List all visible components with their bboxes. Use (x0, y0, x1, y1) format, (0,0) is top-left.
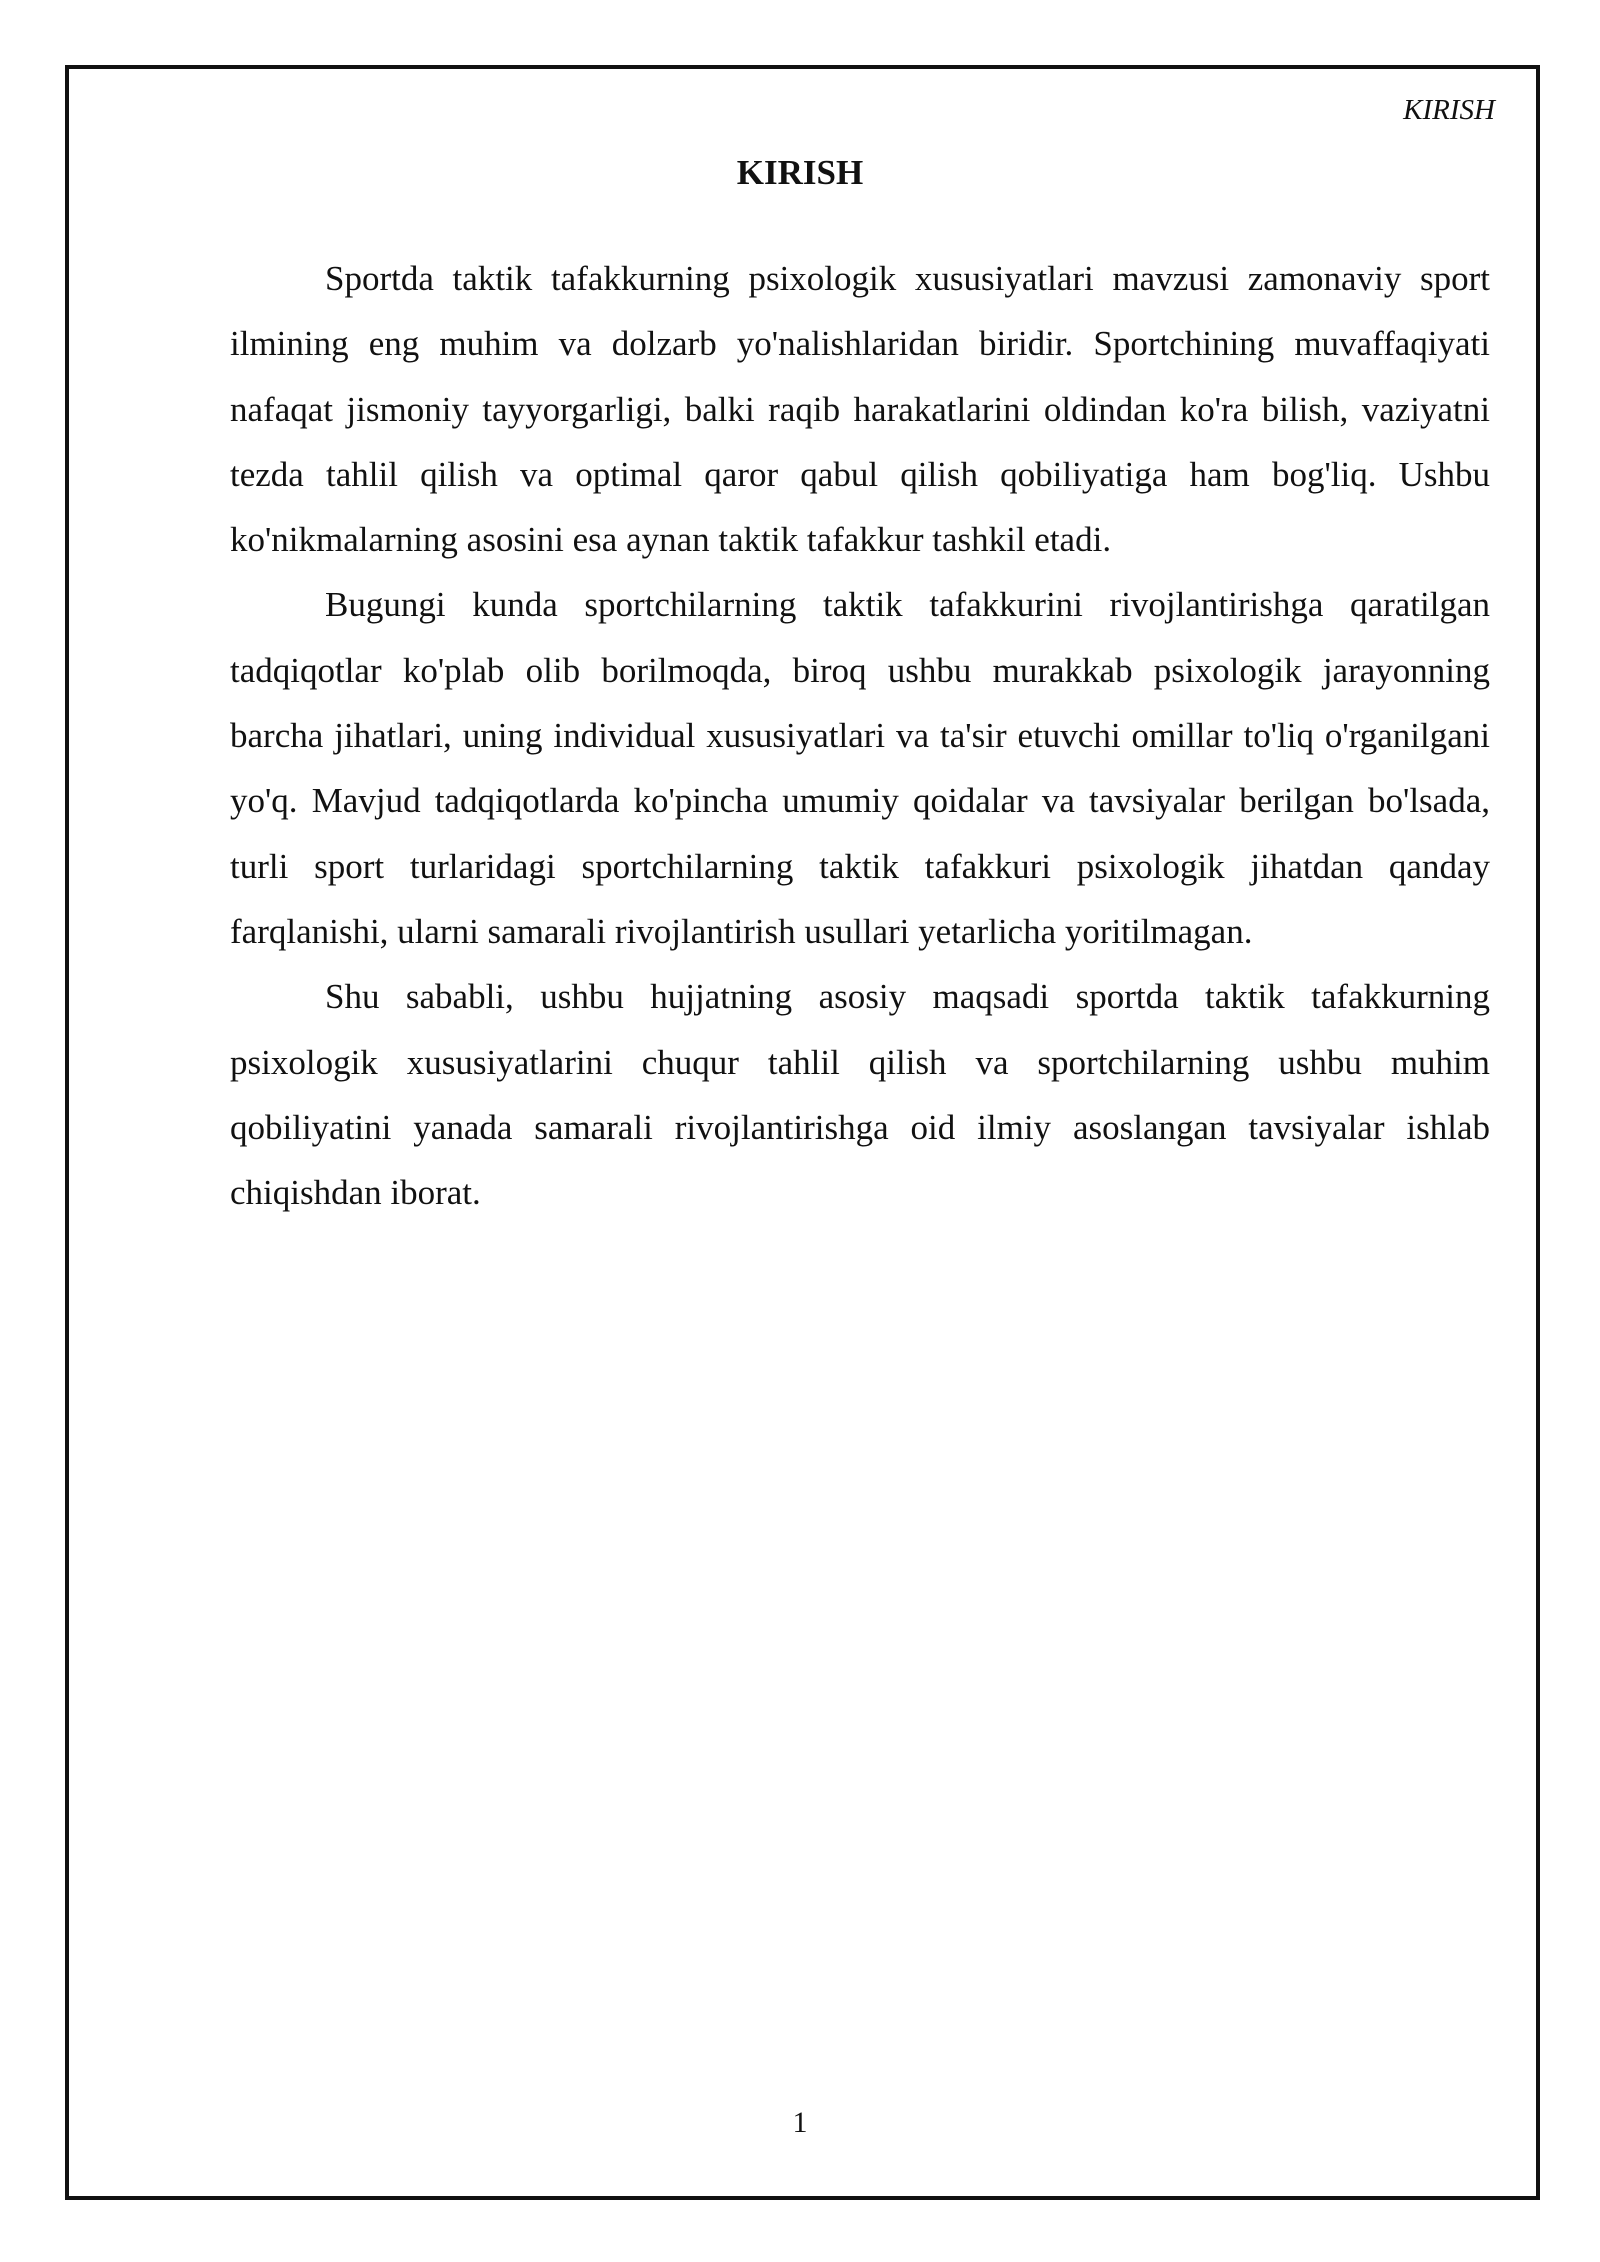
paragraph-3: Shu sababli, ushbu hujjatning asosiy maqsadi sportda taktik tafakkurning psixologik xususiyatlarini chuqur tahlil qilish va sportchilarning ushbu muhim qobiliyatini yanada samarali rivojlantirishga oid ilmiy asoslangan tavsiyalar ishlab chiqishdan iborat. (230, 977, 1490, 1213)
paragraph-1: Sportda taktik tafakkurning psixologik xususiyatlari mavzusi zamonaviy sport ilmining eng muhim va dolzarb yo'nalishlaridan biridir. Sportchining muvaffaqiyati nafaqat jismoniy tayyorgarligi, balki raqib harakatlarini oldindan ko'ra bilish, vaziyatni tezda tahlil qilish va optimal qaror qabul qilish qobiliyatiga ham bog'liq. Ushbu ko'nikmalarning asosini esa aynan taktik tafakkur tashkil etadi. (230, 259, 1490, 560)
document-title: KIRISH (736, 153, 864, 192)
page-number: 1 (792, 2106, 808, 2139)
paragraph-2: Bugungi kunda sportchilarning taktik tafakkurini rivojlantirishga qaratilgan tadqiqotlar ko'plab olib borilmoqda, biroq ushbu murakkab psixologik jarayonning barcha jihatlari, uning individual xususiyatlari va ta'sir etuvchi omillar to'liq o'rganilgani yo'q. Mavjud tadqiqotlarda ko'pincha umumiy qoidalar va tavsiyalar berilgan bo'lsada, turli sport turlaridagi sportchilarning taktik tafakkuri psixologik jihatdan qanday farqlanishi, ularni samarali rivojlantirish usullari yetarlicha yoritilmagan. (230, 585, 1490, 951)
body-text (230, 246, 1490, 1225)
running-header: KIRISH (1403, 94, 1495, 126)
